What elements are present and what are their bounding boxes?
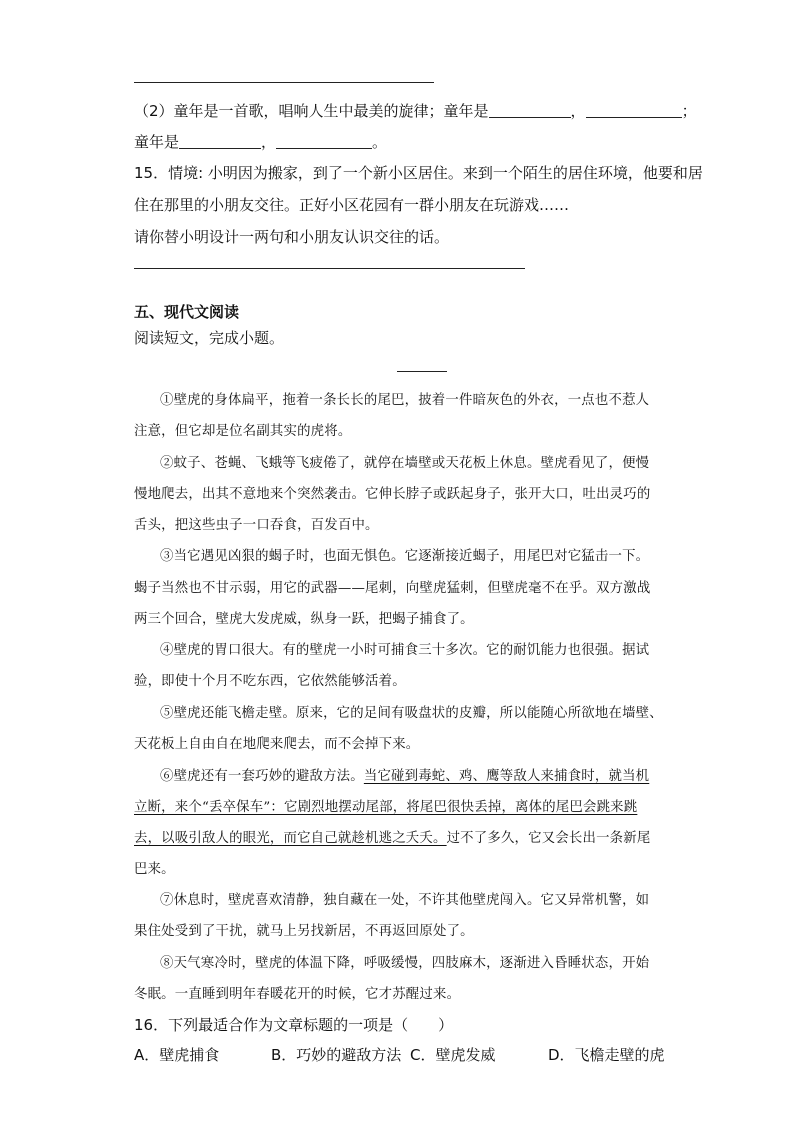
answer-line-q15[interactable] — [134, 268, 525, 269]
passage-text: ⑥壁虎还有一套巧妙的避敌方法。 — [160, 769, 364, 784]
answer-blank-4[interactable] — [276, 134, 372, 149]
passage-line: 天花板上自由自在地爬来爬去，而不会掉下来。 — [134, 737, 420, 752]
q14-item2-text-b: 童年是 — [134, 133, 180, 151]
passage-line: 蝎子当然也不甘示弱，用它的武器——尾刺，向壁虎猛刺，但壁虎毫不在乎。双方激战 — [134, 581, 651, 596]
answer-line-top — [134, 82, 434, 83]
passage-line: 冬眠。一直睡到明年春暖花开的时候，它才苏醒过来。 — [134, 987, 461, 1002]
passage-line: 巴来。 — [134, 862, 175, 877]
passage-line — [160, 765, 649, 784]
q14-item2-text-a: （2）童年是一首歌，唱响人生中最美的旋律；童年是 — [134, 102, 489, 120]
q16-option-c[interactable]: C．壁虎发威 — [410, 1046, 496, 1064]
q16-stem: 16．下列最适合作为文章标题的一项是（ ） — [134, 1016, 454, 1034]
passage-line: ⑦休息时，壁虎喜欢清静，独自藏在一处，不许其他壁虎闯入。它又异常机警，如 — [160, 893, 650, 908]
q15-line1: 15．情境: 小明因为搬家，到了一个新小区居住。来到一个陌生的居住环境，他要和居 — [134, 164, 703, 182]
answer-blank-3[interactable] — [179, 134, 261, 149]
passage-line: ③当它遇见凶狠的蝎子时，也面无惧色。它逐渐接近蝎子，用尾巴对它猛击一下。 — [160, 549, 650, 564]
passage-line: 舌头，把这些虫子一口吞食，百发百中。 — [134, 518, 379, 533]
passage-line: ⑧天气寒冷时，壁虎的体温下降，呼吸缓慢，四肢麻木，逐渐进入昏睡状态，开始 — [160, 956, 650, 971]
passage-line: 两三个回合，壁虎大发虎威，纵身一跃，把蝎子捕食了。 — [134, 612, 474, 627]
passage-line: ④壁虎的胃口很大。有的壁虎一小时可捕食三十多次。它的耐饥能力也很强。据试 — [160, 643, 650, 658]
section-instruction: 阅读短文，完成小题。 — [134, 329, 285, 347]
q15-line2: 住在那里的小朋友交往。正好小区花园有一群小朋友在玩游戏…… — [134, 196, 570, 214]
passage-line: 慢地爬去，出其不意地来个突然袭击。它伸长脖子或跃起身子，张开大口，吐出灵巧的 — [134, 487, 651, 502]
answer-blank-1[interactable] — [489, 103, 571, 118]
passage-line: ⑤壁虎还能飞檐走壁。原来，它的足间有吸盘状的皮瓣，所以能随心所欲地在墙壁、 — [160, 706, 663, 721]
passage-line: ①壁虎的身体扁平，拖着一条长长的尾巴，披着一件暗灰色的外衣，一点也不惹人 — [160, 393, 650, 408]
passage-line — [134, 827, 650, 846]
passage-text: 过不了多久，它又会长出一条新尾 — [446, 831, 651, 846]
q14-item2-line1 — [134, 100, 697, 121]
q16-option-d[interactable]: D．飞檐走壁的虎 — [548, 1046, 665, 1064]
passage-line: 验，即使十个月不吃东西，它依然能够活着。 — [134, 674, 406, 689]
passage-line: ②蚊子、苍蝇、飞蛾等飞疲倦了，就停在墙壁或天花板上休息。壁虎看见了，便慢 — [160, 456, 650, 471]
passage-line: 果住处受到了干扰，就马上另找新居，不再返回原处了。 — [134, 924, 474, 939]
q16-option-a[interactable]: A．壁虎捕食 — [134, 1046, 220, 1064]
underlined-text: 立断，来个“丢卒保车”：它剧烈地摆动尾部，将尾巴很快丢掉，离体的尾巴会跳来跳 — [134, 800, 638, 815]
q15-line3: 请你替小明设计一两句和小朋友认识交往的话。 — [134, 228, 450, 246]
section-heading: 五、现代文阅读 — [134, 303, 240, 321]
underlined-text: 当它碰到毒蛇、鸡、鹰等敌人来捕食时，就当机 — [363, 769, 650, 784]
q14-comma-1: ， — [570, 102, 586, 120]
q14-period: 。 — [372, 133, 388, 151]
passage-line: 注意，但它却是位名副其实的虎将。 — [134, 424, 352, 439]
q14-semicolon: ； — [681, 102, 697, 120]
q14-comma-2: ， — [261, 133, 277, 151]
passage-title-blank — [397, 371, 447, 372]
q14-item2-line2 — [134, 131, 387, 152]
underlined-text: 去，以吸引敌人的眼光，而它自己就趁机逃之夭夭。 — [134, 831, 447, 846]
answer-blank-2[interactable] — [586, 103, 682, 118]
q16-option-b[interactable]: B．巧妙的避敌方法 — [271, 1046, 402, 1064]
